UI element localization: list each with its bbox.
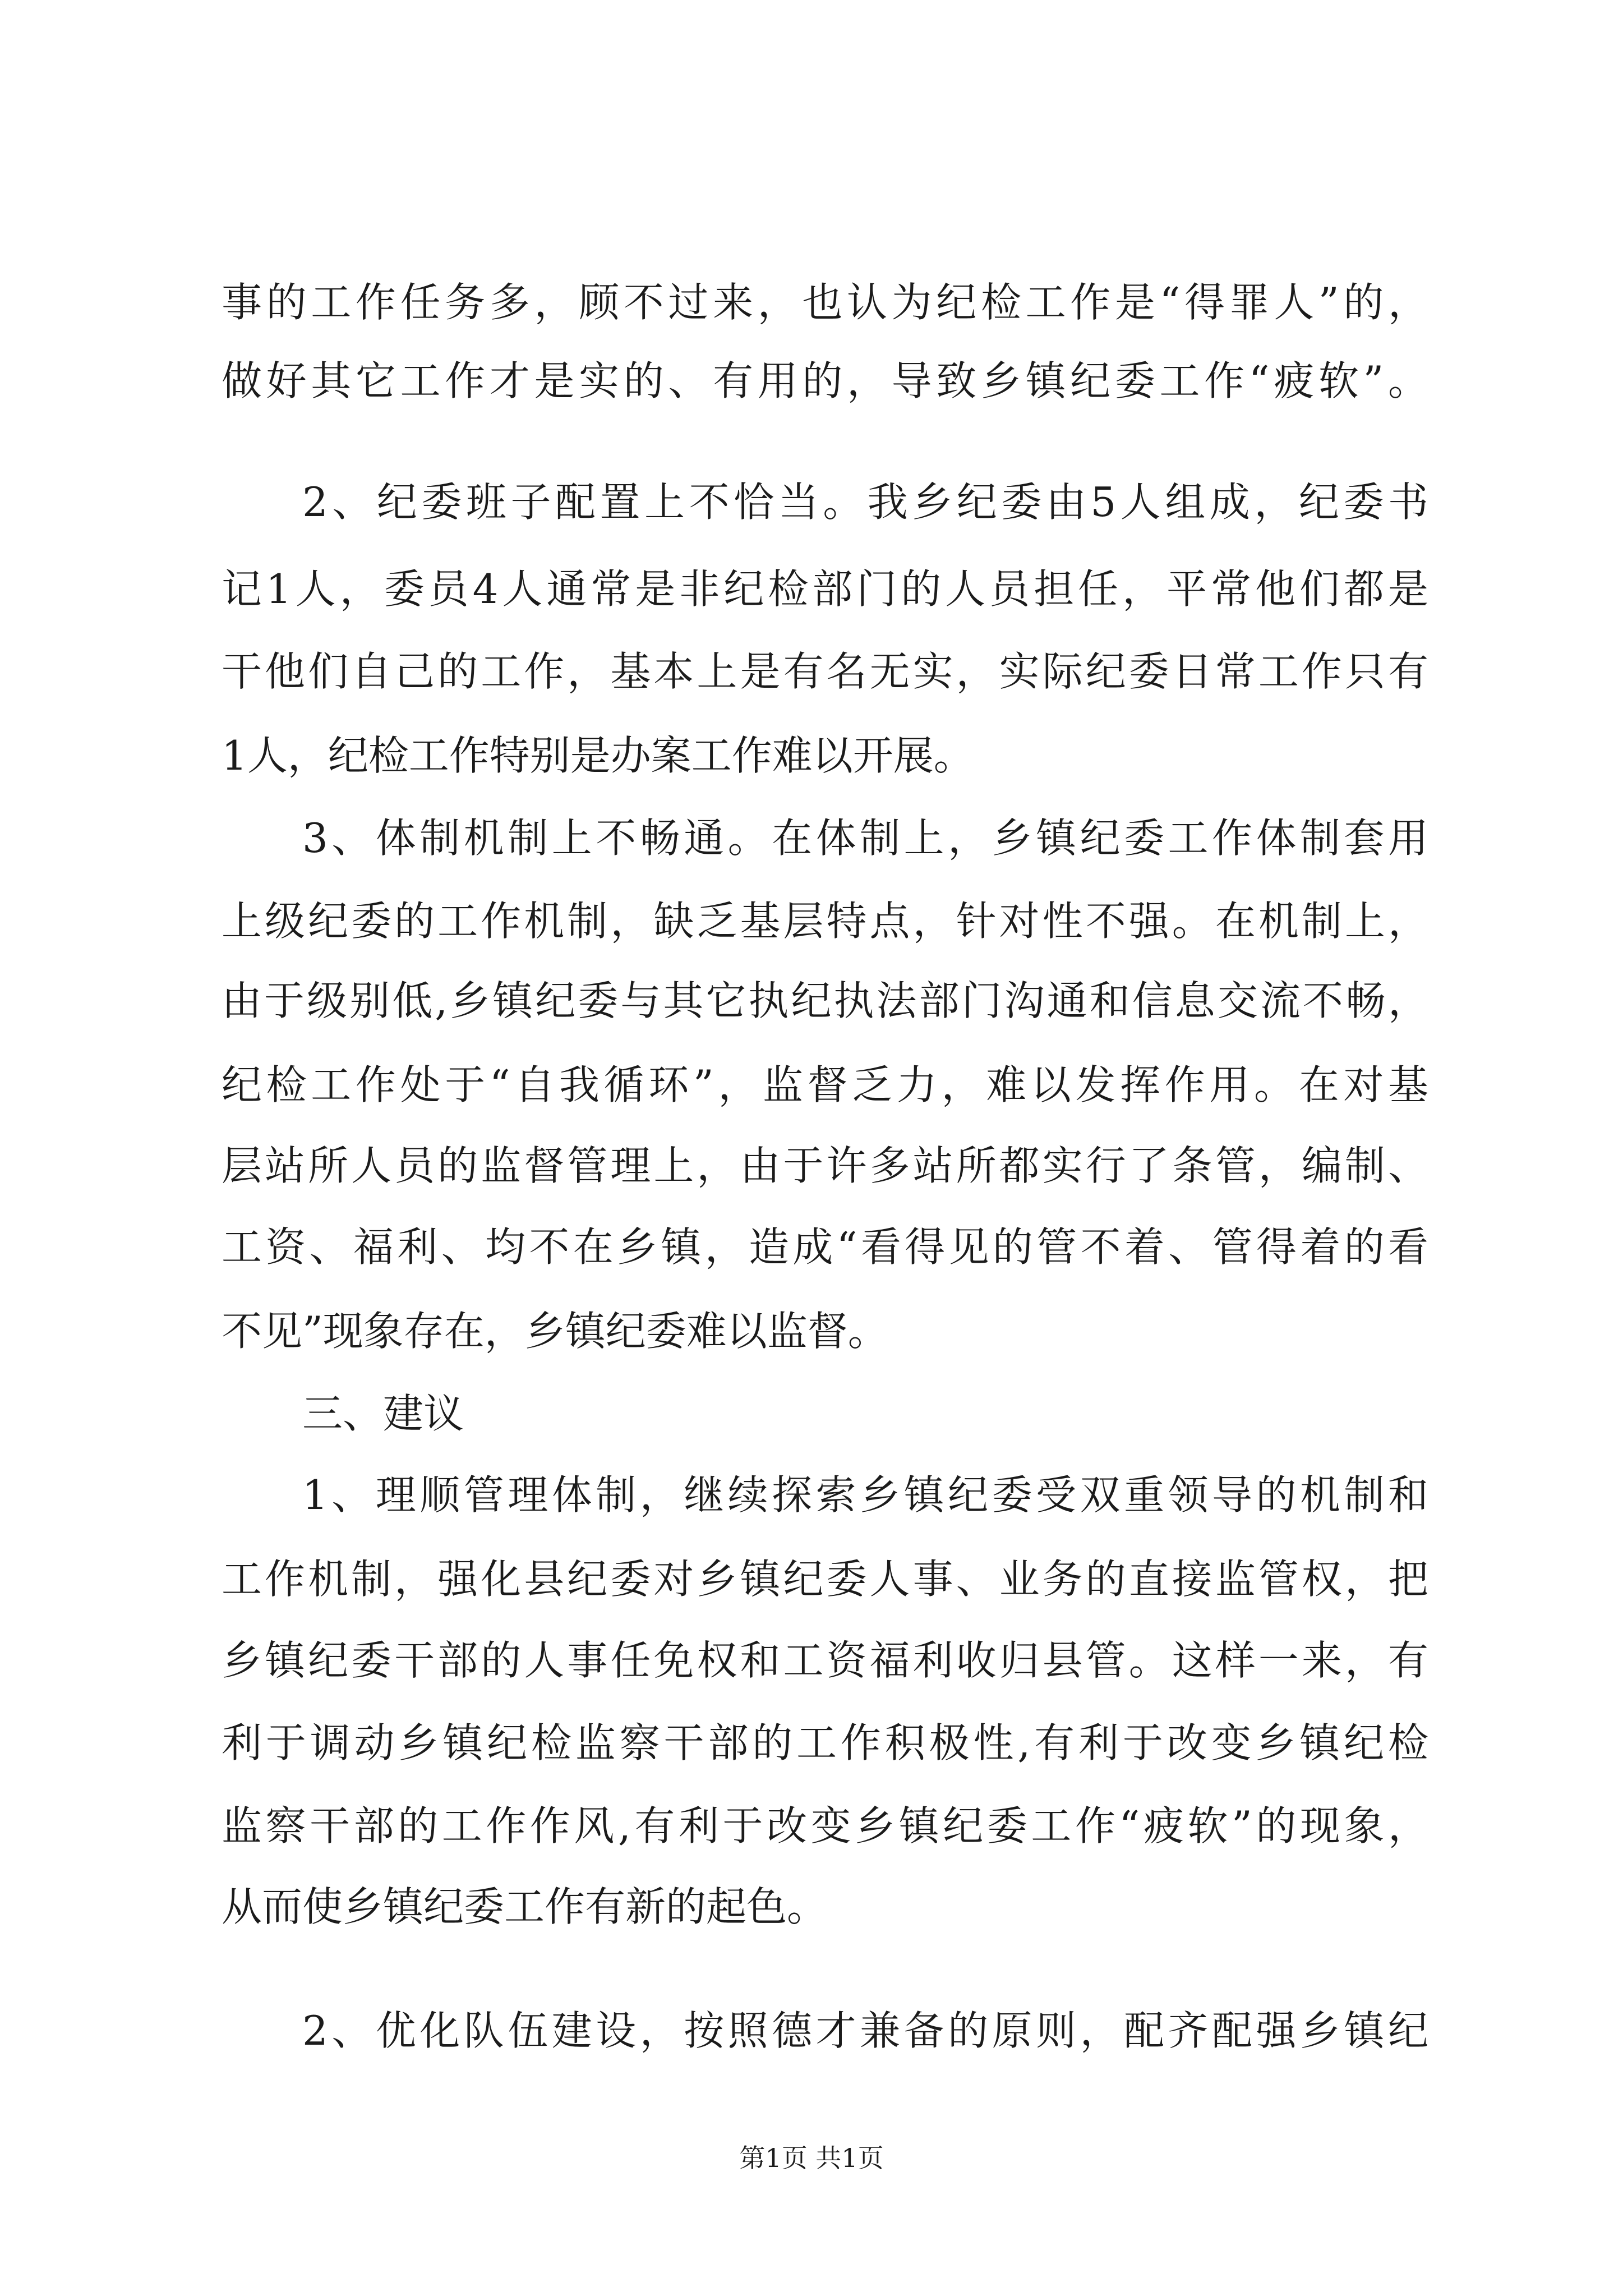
- body-text-line: 不见”现象存在，乡镇纪委难以监督。: [222, 1308, 888, 1355]
- body-text-line: 上级纪委的工作机制，缺乏基层特点，针对性不强。在机制上，: [222, 898, 1428, 945]
- body-text-line: 2、优化队伍建设，按照德才兼备的原则，配齐配强乡镇纪: [302, 2007, 1428, 2054]
- body-text-line: 监察干部的工作作风,有利于改变乡镇纪委工作“疲软”的现象，: [222, 1802, 1428, 1849]
- body-text-line: 层站所人员的监督管理上，由于许多站所都实行了条管，编制、: [222, 1142, 1428, 1189]
- body-text-line: 做好其它工作才是实的、有用的，导致乡镇纪委工作“疲软”。: [222, 357, 1428, 404]
- body-text-line: 干他们自己的工作，基本上是有名无实，实际纪委日常工作只有: [222, 648, 1428, 695]
- body-text-line: 利于调动乡镇纪检监察干部的工作积极性,有利于改变乡镇纪检: [222, 1719, 1428, 1766]
- body-text-line: 由于级别低,乡镇纪委与其它执纪执法部门沟通和信息交流不畅，: [222, 977, 1428, 1024]
- body-text-line: 事的工作任务多，顾不过来，也认为纪检工作是“得罪人”的，: [222, 279, 1428, 326]
- body-text-line: 1、理顺管理体制，继续探索乡镇纪委受双重领导的机制和: [302, 1471, 1428, 1519]
- body-text-line: 工资、福利、均不在乡镇，造成“看得见的管不着、管得着的看: [222, 1223, 1428, 1271]
- body-text-line: 纪检工作处于“自我循环”，监督乏力，难以发挥作用。在对基: [222, 1061, 1428, 1108]
- body-text-line: 工作机制，强化县纪委对乡镇纪委人事、业务的直接监管权，把: [222, 1556, 1428, 1603]
- body-text-line: 1人，纪检工作特别是办案工作难以开展。: [222, 732, 974, 779]
- page-footer: 第1页 共1页: [739, 2143, 884, 2173]
- body-text-line: 乡镇纪委干部的人事任免权和工资福利收归县管。这样一来，有: [222, 1637, 1428, 1684]
- body-text-line: 2、纪委班子配置上不恰当。我乡纪委由5人组成，纪委书: [302, 478, 1428, 526]
- section-heading: 三、建议: [302, 1390, 464, 1437]
- body-text-line: 3、体制机制上不畅通。在体制上，乡镇纪委工作体制套用: [302, 815, 1428, 862]
- body-text-line: 记1人，委员4人通常是非纪检部门的人员担任，平常他们都是: [222, 565, 1428, 613]
- body-text-line: 从而使乡镇纪委工作有新的起色。: [222, 1883, 828, 1930]
